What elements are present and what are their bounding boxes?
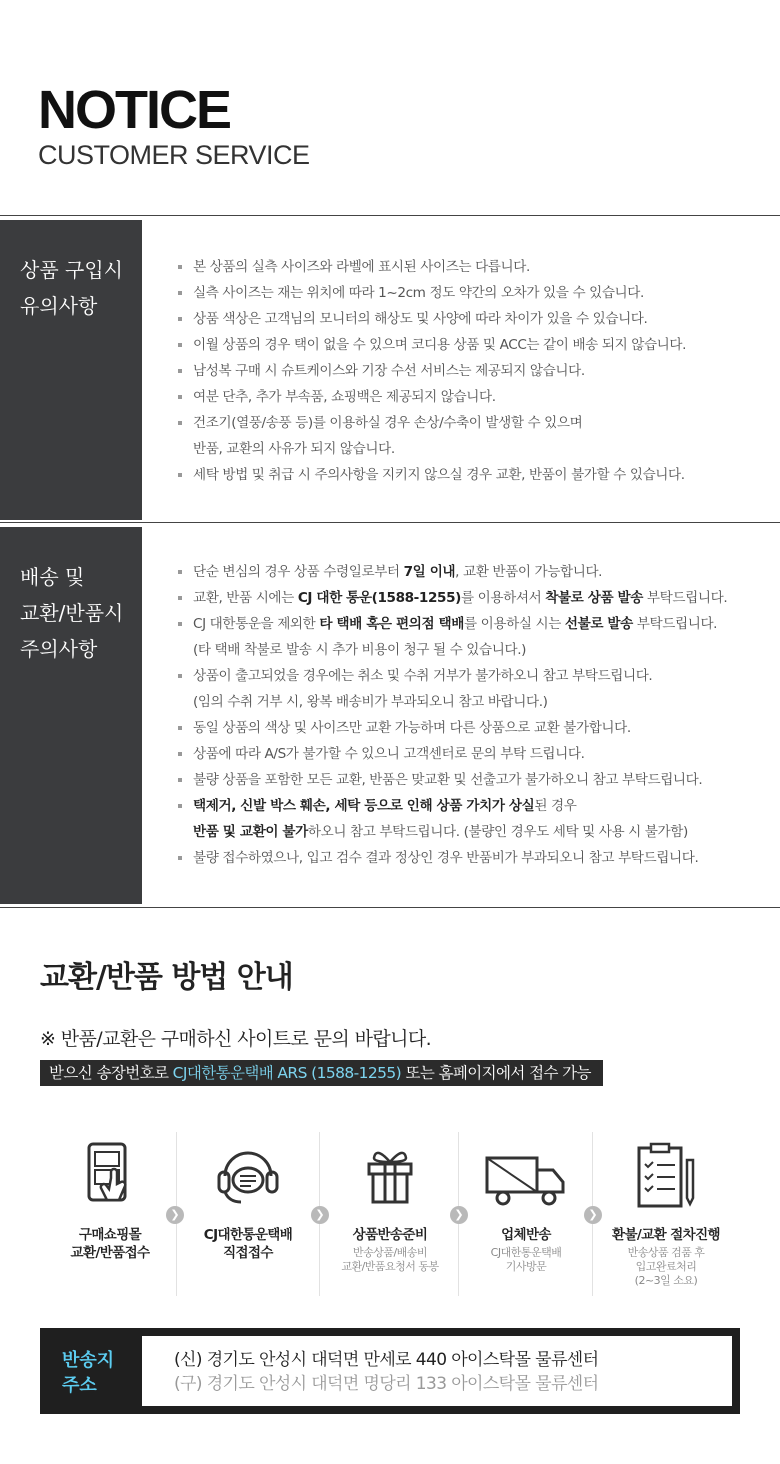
list-item: 세탁 방법 및 취급 시 주의사항을 지키지 않으실 경우 교환, 반품이 불가할 수 있습니다. bbox=[178, 462, 686, 488]
list-item-line: 건조기(열풍/송풍 등)를 이용하실 경우 손상/수축이 발생할 수 있으며 bbox=[193, 415, 583, 431]
section-label bbox=[0, 220, 142, 520]
text: 하오니 참고 부탁드립니다. (불량인 경우도 세탁 및 사용 시 불가함) bbox=[307, 824, 688, 840]
step-title-line: CJ대한통운택배 bbox=[203, 1227, 293, 1243]
text: 된 경우 bbox=[534, 798, 577, 814]
tablet-touch-icon bbox=[75, 1140, 145, 1210]
step-subtitle bbox=[461, 1246, 591, 1274]
text: , 교환 반품이 가능합니다. bbox=[455, 564, 603, 580]
step-title-line: 교환/반품접수 bbox=[70, 1245, 150, 1261]
list-item: 여분 단추, 추가 부속품, 쇼핑백은 제공되지 않습니다. bbox=[178, 384, 686, 410]
step-subtitle-line: 교환/반품요청서 동봉 bbox=[341, 1260, 439, 1273]
guide-note: ※ 반품/교환은 구매하신 사이트로 문의 바랍니다. bbox=[40, 1028, 432, 1050]
section-label-line: 유의사항 bbox=[20, 294, 98, 318]
text: 교환, 반품 시에는 bbox=[193, 590, 298, 606]
return-address-label bbox=[62, 1348, 114, 1398]
new-address: (신) 경기도 안성시 대덕면 만세로 440 아이스탁몰 물류센터 bbox=[174, 1350, 599, 1370]
list-item: 상품에 따라 A/S가 불가할 수 있으니 고객센터로 문의 부탁 드립니다. bbox=[178, 741, 727, 767]
list-item: 상품 색상은 고객님의 모니터의 해상도 및 사양에 따라 차이가 있을 수 있습니다. bbox=[178, 306, 686, 332]
list-item: 불량 상품을 포함한 모든 교환, 반품은 맞교환 및 선출고가 불가하오니 참고 부탁드립니다. bbox=[178, 767, 727, 793]
page-title: NOTICE bbox=[38, 80, 231, 140]
step-subtitle-line: 기사방문 bbox=[505, 1260, 547, 1273]
section-label-line: 주의사항 bbox=[20, 637, 98, 661]
headset-icon bbox=[213, 1140, 283, 1210]
step-subtitle-line: 반송상품/배송비 bbox=[352, 1246, 428, 1259]
text: 상품이 출고되었을 경우에는 취소 및 수취 거부가 불가하오니 참고 부탁드립니다. bbox=[193, 668, 653, 684]
step-title bbox=[183, 1226, 313, 1262]
old-address: (구) 경기도 안성시 대덕면 명당리 133 아이스탁몰 물류센터 bbox=[174, 1374, 599, 1394]
chevron-right-icon: ❯ bbox=[166, 1206, 184, 1224]
notice-header bbox=[38, 82, 310, 170]
step-title: 업체반송 bbox=[501, 1227, 551, 1243]
label-line: 주소 bbox=[62, 1375, 97, 1396]
list-item bbox=[178, 611, 727, 663]
list-item-line: (타 택배 착불로 발송 시 추가 비용이 청구 될 수 있습니다.) bbox=[193, 642, 527, 658]
text: CJ 대한통운을 제외한 bbox=[193, 616, 320, 632]
emphasis: 택제거, 신발 박스 훼손, 세탁 등으로 인해 상품 가치가 상실 bbox=[193, 798, 535, 814]
text: 받으신 송장번호로 bbox=[49, 1064, 173, 1082]
guide-title: 교환/반품 방법 안내 bbox=[40, 960, 293, 995]
list-item: 남성복 구매 시 슈트케이스와 기장 수선 서비스는 제공되지 않습니다. bbox=[178, 358, 686, 384]
list-item bbox=[178, 663, 727, 715]
divider bbox=[0, 522, 780, 523]
label-line: 반송지 bbox=[62, 1350, 115, 1371]
address-panel bbox=[142, 1336, 732, 1406]
delivery-notes-list bbox=[178, 559, 727, 871]
list-item: 동일 상품의 색상 및 사이즈만 교환 가능하며 다른 상품으로 교환 불가합니다. bbox=[178, 715, 727, 741]
chevron-right-icon: ❯ bbox=[584, 1206, 602, 1224]
section-label-line: 배송 및 bbox=[20, 565, 85, 589]
text: 단순 변심의 경우 상품 수령일로부터 bbox=[193, 564, 404, 580]
step-subtitle bbox=[601, 1246, 731, 1288]
emphasis: 7일 이내 bbox=[403, 564, 456, 580]
text: 부탁드립니다. bbox=[643, 590, 728, 606]
purchase-notes-list bbox=[178, 254, 686, 488]
text: 를 이용하셔서 bbox=[460, 590, 546, 606]
step-subtitle-line: (2~3일 소요) bbox=[634, 1274, 698, 1287]
list-item-line: (임의 수취 거부 시, 왕복 배송비가 부과되오니 참고 바랍니다.) bbox=[193, 694, 548, 710]
step-subtitle-line: 입고완료처리 bbox=[635, 1260, 697, 1273]
chevron-right-icon: ❯ bbox=[311, 1206, 329, 1224]
step-title-line: 직접접수 bbox=[223, 1245, 273, 1261]
page-subtitle: CUSTOMER SERVICE bbox=[38, 140, 310, 170]
text: 부탁드립니다. bbox=[632, 616, 718, 632]
section-label bbox=[0, 527, 142, 904]
step-title-line: 구매쇼핑몰 bbox=[78, 1227, 142, 1243]
step-title bbox=[45, 1226, 175, 1262]
emphasis: 반품 및 교환이 불가 bbox=[193, 824, 308, 840]
list-item: 이월 상품의 경우 택이 없을 수 있으며 코디용 상품 및 ACC는 같이 배송 되지 않습니다. bbox=[178, 332, 686, 358]
list-item: 실측 사이즈는 재는 위치에 따라 1~2cm 정도 약간의 오차가 있을 수 있습니다. bbox=[178, 280, 686, 306]
list-item bbox=[178, 793, 727, 845]
chevron-right-icon: ❯ bbox=[450, 1206, 468, 1224]
divider bbox=[0, 907, 780, 908]
truck-icon bbox=[481, 1140, 571, 1210]
emphasis: CJ 대한 통운(1588-1255) bbox=[297, 590, 461, 606]
highlight-text: CJ대한통운택배 ARS (1588-1255) bbox=[172, 1064, 402, 1082]
return-address-box bbox=[40, 1328, 740, 1414]
delivery-notes-section bbox=[0, 527, 780, 904]
divider bbox=[0, 215, 780, 216]
step-subtitle-line: CJ대한통운택배 bbox=[490, 1246, 562, 1259]
clipboard-checklist-icon bbox=[631, 1140, 701, 1210]
step-subtitle-line: 반송상품 검품 후 bbox=[627, 1246, 705, 1259]
emphasis: 착불로 상품 발송 bbox=[545, 590, 644, 606]
gift-box-icon bbox=[355, 1140, 425, 1210]
list-item: 본 상품의 실측 사이즈와 라벨에 표시된 사이즈는 다릅니다. bbox=[178, 254, 686, 280]
step-title: 환불/교환 절차진행 bbox=[612, 1227, 720, 1243]
section-label-line: 상품 구입시 bbox=[20, 258, 123, 282]
list-item bbox=[178, 410, 686, 462]
list-item: 불량 접수하였으나, 입고 검수 결과 정상인 경우 반품비가 부과되오니 참고 부탁드립니다. bbox=[178, 845, 727, 871]
list-item-line: 반품, 교환의 사유가 되지 않습니다. bbox=[193, 441, 395, 457]
guide-bar bbox=[40, 1060, 603, 1086]
text: 를 이용하실 시는 bbox=[463, 616, 565, 632]
text: 또는 홈페이지에서 접수 가능 bbox=[401, 1064, 591, 1082]
list-item bbox=[178, 585, 727, 611]
step-title: 상품반송준비 bbox=[352, 1227, 428, 1243]
emphasis: 선불로 발송 bbox=[564, 616, 633, 632]
emphasis: 타 택배 혹은 편의점 택배 bbox=[319, 616, 464, 632]
list-item bbox=[178, 559, 727, 585]
purchase-notes-section bbox=[0, 220, 780, 520]
step-subtitle bbox=[325, 1246, 455, 1274]
section-label-line: 교환/반품시 bbox=[20, 601, 124, 625]
